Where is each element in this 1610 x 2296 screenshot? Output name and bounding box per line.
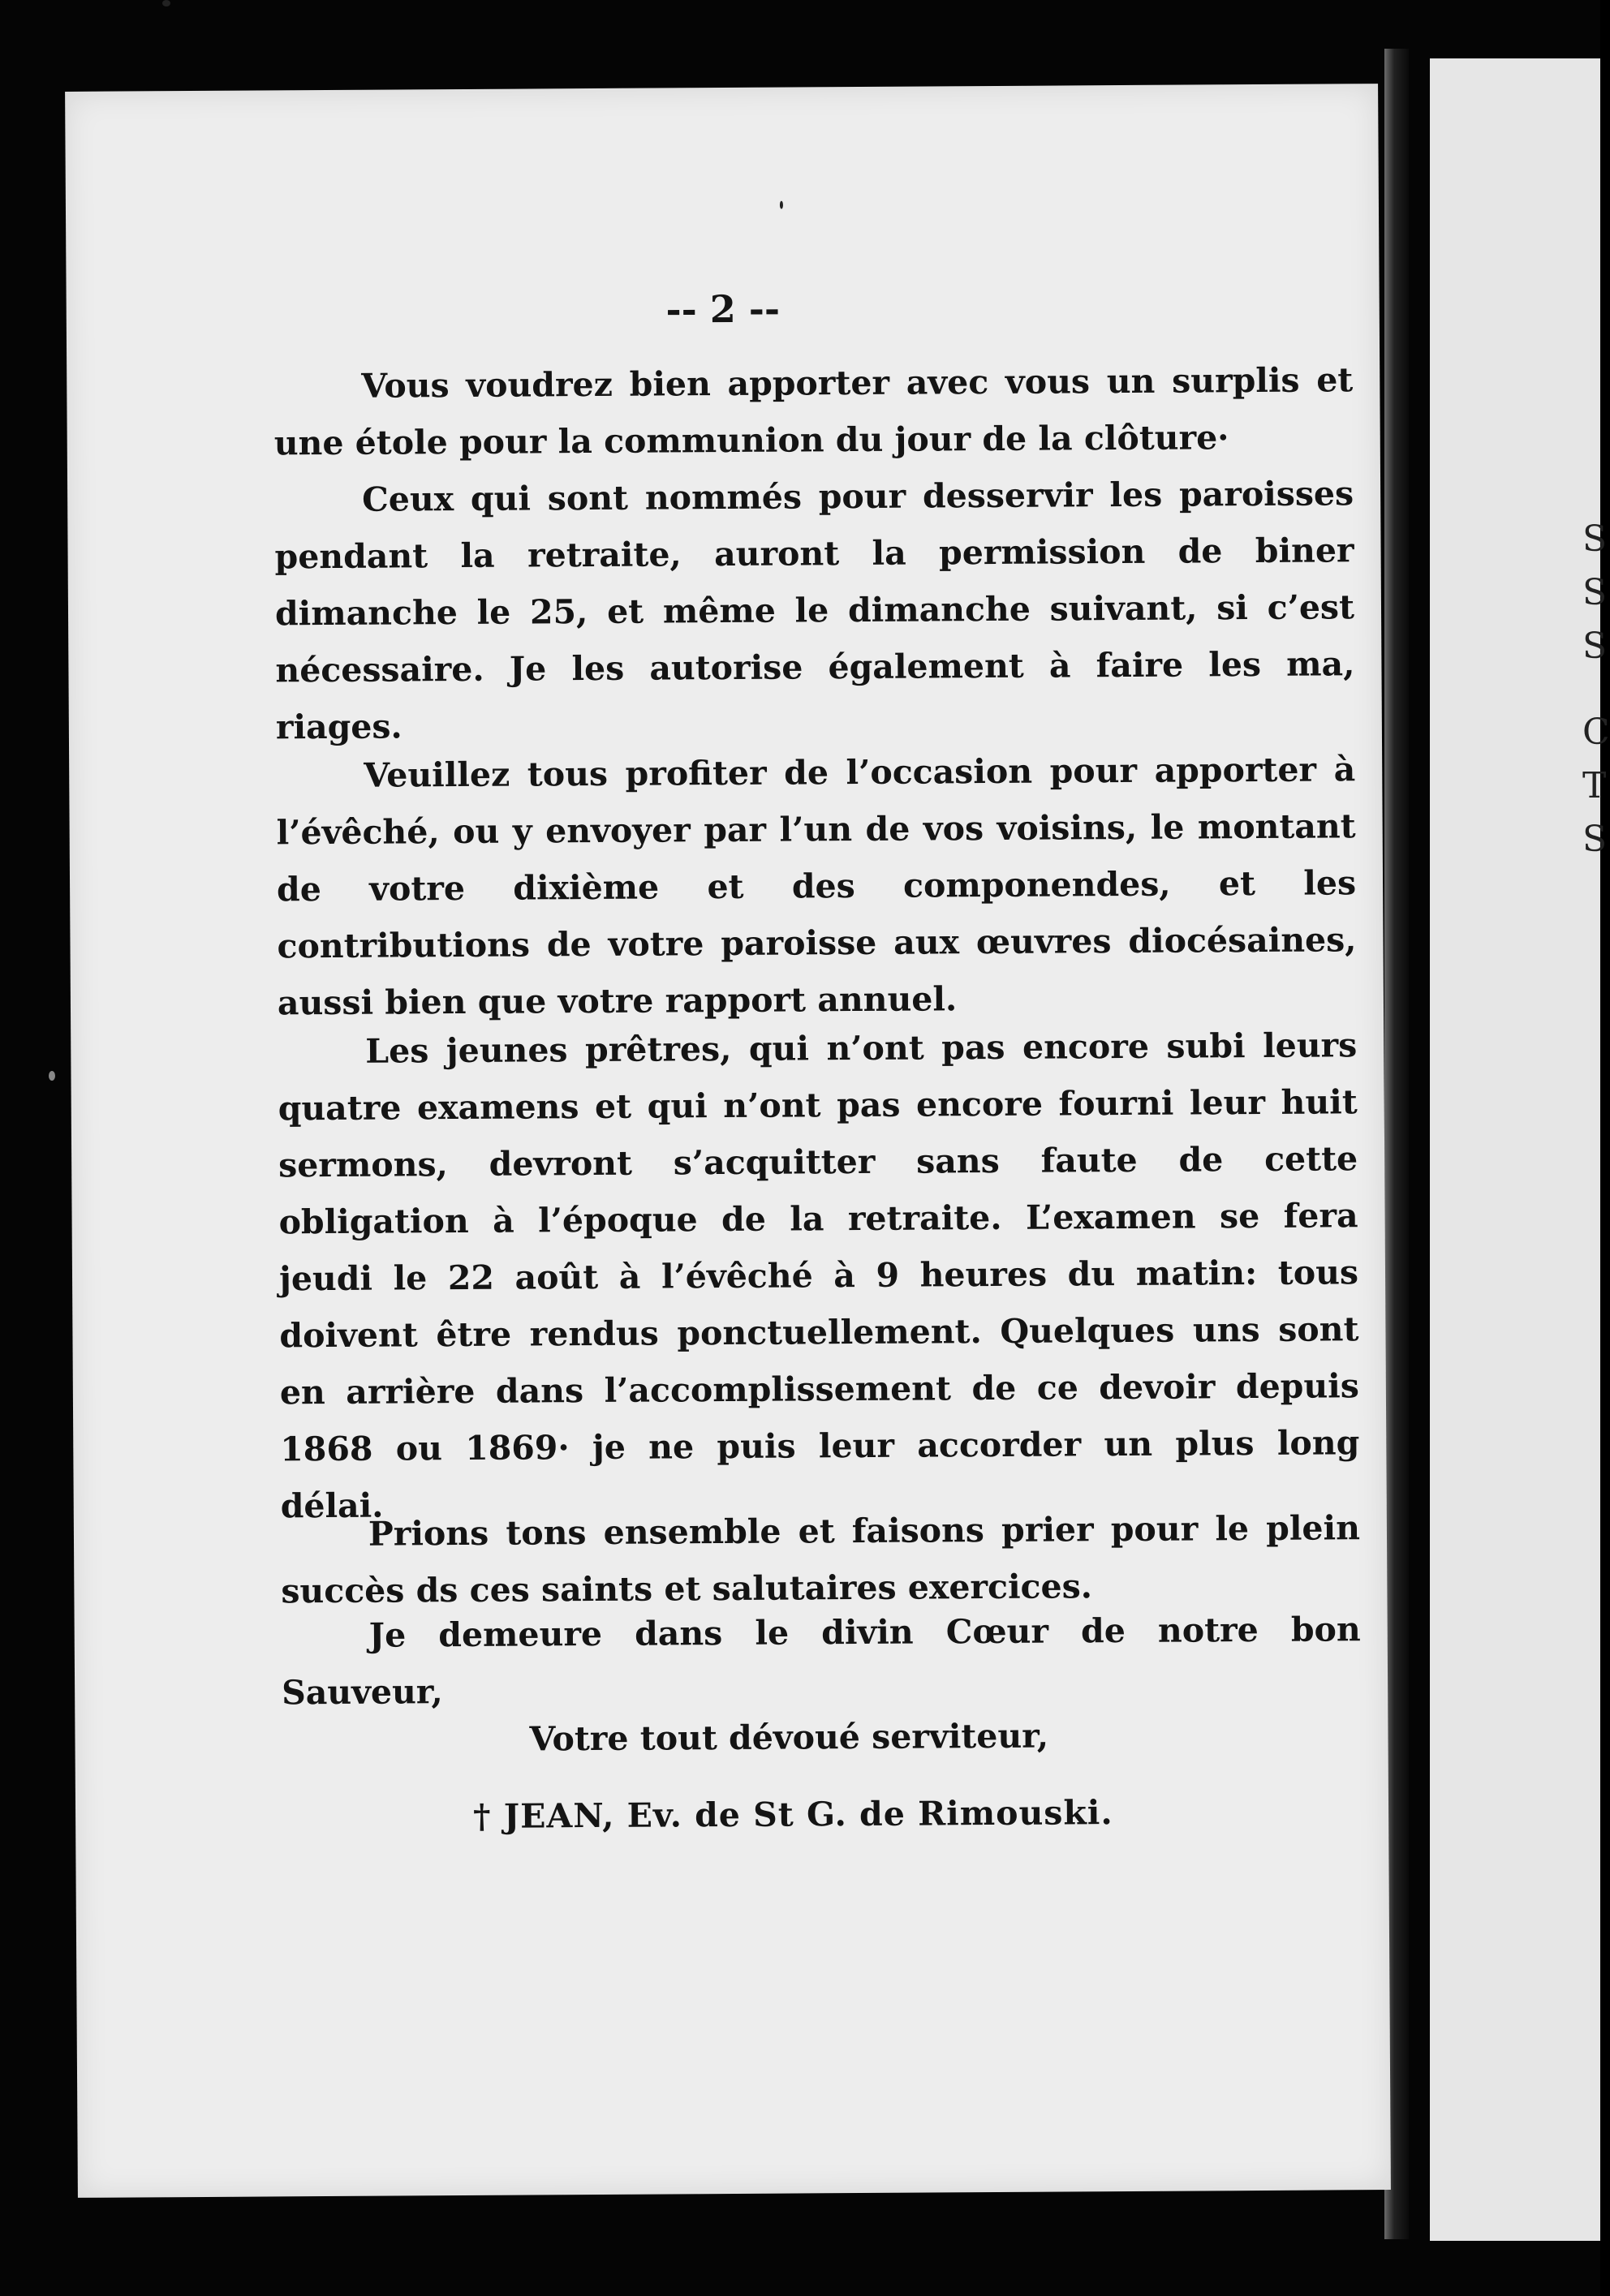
paragraph-text: Je demeure dans le divin Cœur de notre bon Sauveur, [281,1610,1361,1713]
paragraph-text: Prions tons ensemble et faisons prier pour le plein succès ds ces saints et salutaires exercices. [281,1508,1361,1611]
sliver-letter: S [1582,626,1608,667]
scan-speck [49,1071,55,1081]
paragraph-desservir [274,465,1355,755]
scan-speck [162,0,170,6]
sliver-letter: S [1582,572,1608,613]
closing-salutation: Votre tout dévoué serviteur, [529,1716,1049,1759]
paragraph-jeunes-pretres [278,1017,1360,1534]
scan-speck [780,201,783,209]
sliver-letter: C [1582,712,1610,753]
paragraph-text: Ceux qui sont nommés pour desservir les paroisses pendant la retraite, auront la permission de biner dimanche le 25, et même le dimanche suivant, si c’est nécessaire. Je les autorise également à faire les ma, riages. [274,474,1355,747]
sliver-letter: S [1582,518,1608,560]
next-page-letters [1582,513,1610,866]
next-page-sliver [1430,58,1610,2241]
paragraph-text: Les jeunes prêtres, qui n’ont pas encore subi leurs quatre examens et qui n’ont pas encore fourni leur huit sermons, devront s’acquitter sans faute de cette obligation à l’époque de la retraite. L’examen se fera jeudi le 22 août à l’évêché à 9 heures du matin: tous doivent être rendus ponctuellement. Quelques uns sont en arrière dans l’accomplissement de ce devoir depuis 1868 ou 1869· je ne puis leur accorder un plus long délai. [278,1025,1360,1526]
paragraph-text: Vous voudrez bien apporter avec vous un surplis et une étole pour la communion du jour de la clôture· [273,360,1354,463]
document-page [65,84,1391,2198]
paragraph-text: Veuillez tous profiter de l’occasion pour apporter à l’évêché, ou y envoyer par l’un de vos voisins, le montant de votre dixième et des componendes, et les contributions de votre paroisse aux œuvres diocésaines, aussi bien que votre rapport annuel. [276,750,1357,1023]
page-number: -- 2 -- [665,286,781,332]
paragraph-occasion [276,741,1357,1031]
paragraph-surplis [273,351,1354,471]
sliver-letter: S [1582,819,1608,860]
sliver-letter: T [1582,765,1607,806]
paragraph-je-demeure [282,1601,1362,1721]
signature-line: † JEAN, Ev. de St G. de Rimouski. [472,1793,1113,1836]
